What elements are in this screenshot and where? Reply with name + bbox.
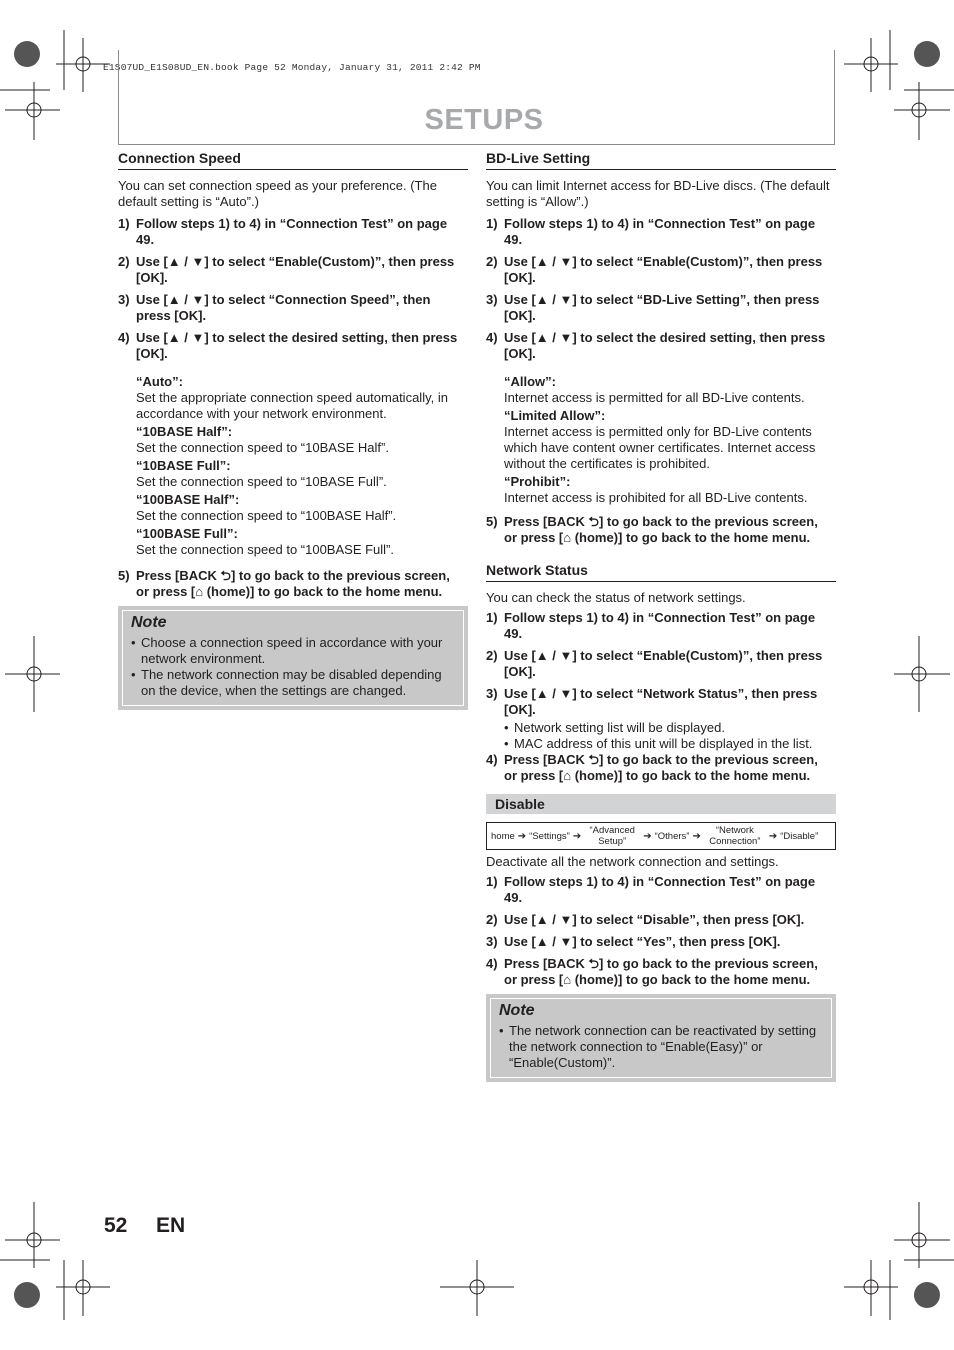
- step: 2) Use [▲ / ▼] to select “Disable”, then press [OK].: [486, 912, 805, 927]
- option-title: “Prohibit”:: [504, 474, 571, 489]
- menu-path-item: “Advanced Setup”: [589, 825, 635, 847]
- step: 2) Use [▲ / ▼] to select “Enable(Custom)”, then press [OK].: [118, 254, 455, 285]
- step: 1) Follow steps 1) to 4) in “Connection Test” on page 49.: [486, 874, 816, 905]
- step-back-home: 4) Press [BACK ⮌] to go back to the previous screen, or press [⌂ (home)] to go back to the home menu.: [486, 956, 818, 987]
- option-desc: Set the connection speed to “100BASE Full”.: [136, 542, 394, 557]
- note-title: Note: [131, 614, 167, 631]
- note-box: [118, 606, 468, 710]
- page-language: EN: [156, 1214, 186, 1237]
- note-title: Note: [499, 1002, 535, 1019]
- option-desc: Internet access is prohibited for all BD-Live contents.: [504, 490, 808, 505]
- step: 1) Follow steps 1) to 4) in “Connection Test” on page 49.: [486, 216, 816, 247]
- bullet-item: • MAC address of this unit will be displayed in the list.: [504, 736, 813, 751]
- step: 4) Use [▲ / ▼] to select the desired setting, then press [OK].: [118, 330, 458, 361]
- menu-path: [486, 822, 836, 850]
- step: 1) Follow steps 1) to 4) in “Connection Test” on page 49.: [486, 610, 816, 641]
- section-intro: You can check the status of network settings.: [486, 590, 746, 605]
- note-item: • Choose a connection speed in accordance with your network environment.: [131, 635, 443, 666]
- option-desc: Set the appropriate connection speed automatically, in accordance with your network environment.: [136, 390, 448, 421]
- arrow-right-icon: ➔: [768, 830, 778, 842]
- menu-path-item: “Disable”: [780, 830, 819, 842]
- option-title: “10BASE Full”:: [136, 458, 231, 473]
- step: 1) Follow steps 1) to 4) in “Connection Test” on page 49.: [118, 216, 448, 247]
- option-desc: Internet access is permitted for all BD-Live contents.: [504, 390, 805, 405]
- section-heading-bd-live: BD-Live Setting: [486, 150, 836, 170]
- menu-path-item: “Others”: [654, 830, 690, 842]
- arrow-right-icon: ➔: [572, 830, 582, 842]
- section-intro: You can limit Internet access for BD-Live discs. (The default setting is “Allow”.): [486, 178, 830, 209]
- step: 3) Use [▲ / ▼] to select “BD-Live Setting”, then press [OK].: [486, 292, 820, 323]
- left-column: [118, 150, 468, 710]
- right-column: [486, 150, 836, 1082]
- section-heading-disable: Disable: [486, 794, 836, 814]
- note-box: [486, 994, 836, 1082]
- step: 2) Use [▲ / ▼] to select “Enable(Custom)”, then press [OK].: [486, 254, 823, 285]
- option-title: “Allow”:: [504, 374, 556, 389]
- option-title: “10BASE Half”:: [136, 424, 233, 439]
- step-back-home: 5) Press [BACK ⮌] to go back to the previous screen, or press [⌂ (home)] to go back to the home menu.: [118, 568, 450, 599]
- step: 3) Use [▲ / ▼] to select “Network Status”, then press [OK].: [486, 686, 818, 717]
- section-intro: Deactivate all the network connection and settings.: [486, 854, 779, 869]
- option-desc: Set the connection speed to “10BASE Full”.: [136, 474, 387, 489]
- arrow-right-icon: ➔: [692, 830, 701, 842]
- section-intro: You can set connection speed as your preference. (The default setting is “Auto”.): [118, 178, 437, 209]
- option-desc: Set the connection speed to “100BASE Half”.: [136, 508, 397, 523]
- step: 3) Use [▲ / ▼] to select “Yes”, then press [OK].: [486, 934, 781, 949]
- menu-path-item: “Network Connection”: [709, 825, 761, 847]
- page-number: 52: [104, 1214, 128, 1237]
- option-desc: Set the connection speed to “10BASE Half”.: [136, 440, 389, 455]
- section-heading-connection-speed: Connection Speed: [118, 150, 468, 170]
- menu-path-item: “Settings”: [529, 830, 570, 842]
- option-title: “100BASE Half”:: [136, 492, 240, 507]
- option-title: “Auto”:: [136, 374, 183, 389]
- option-desc: Internet access is permitted only for BD-Live contents which have content owner certificates. Internet access without the certificates is prohibited.: [504, 424, 816, 471]
- step-back-home: 5) Press [BACK ⮌] to go back to the previous screen, or press [⌂ (home)] to go back to the home menu.: [486, 514, 818, 545]
- menu-path-item: home: [491, 830, 515, 842]
- step: 3) Use [▲ / ▼] to select “Connection Speed”, then press [OK].: [118, 292, 431, 323]
- option-title: “100BASE Full”:: [136, 526, 238, 541]
- section-heading-network-status: Network Status: [486, 562, 836, 582]
- step-back-home: 4) Press [BACK ⮌] to go back to the previous screen, or press [⌂ (home)] to go back to the home menu.: [486, 752, 818, 783]
- bullet-item: • Network setting list will be displayed.: [504, 720, 725, 735]
- arrow-right-icon: ➔: [643, 830, 652, 842]
- step: 2) Use [▲ / ▼] to select “Enable(Custom)”, then press [OK].: [486, 648, 823, 679]
- option-title: “Limited Allow”:: [504, 408, 606, 423]
- book-info-line: E1S07UD_E1S08UD_EN.book Page 52 Monday, January 31, 2011 2:42 PM: [103, 62, 481, 73]
- note-item: • The network connection can be reactivated by setting the network connection to “Enable(Easy)” or “Enable(Custom)”.: [499, 1023, 817, 1070]
- step: 4) Use [▲ / ▼] to select the desired setting, then press [OK].: [486, 330, 826, 361]
- page-title: SETUPS: [424, 104, 544, 136]
- note-item: • The network connection may be disabled depending on the device, when the settings are changed.: [131, 667, 442, 698]
- arrow-right-icon: ➔: [517, 830, 527, 842]
